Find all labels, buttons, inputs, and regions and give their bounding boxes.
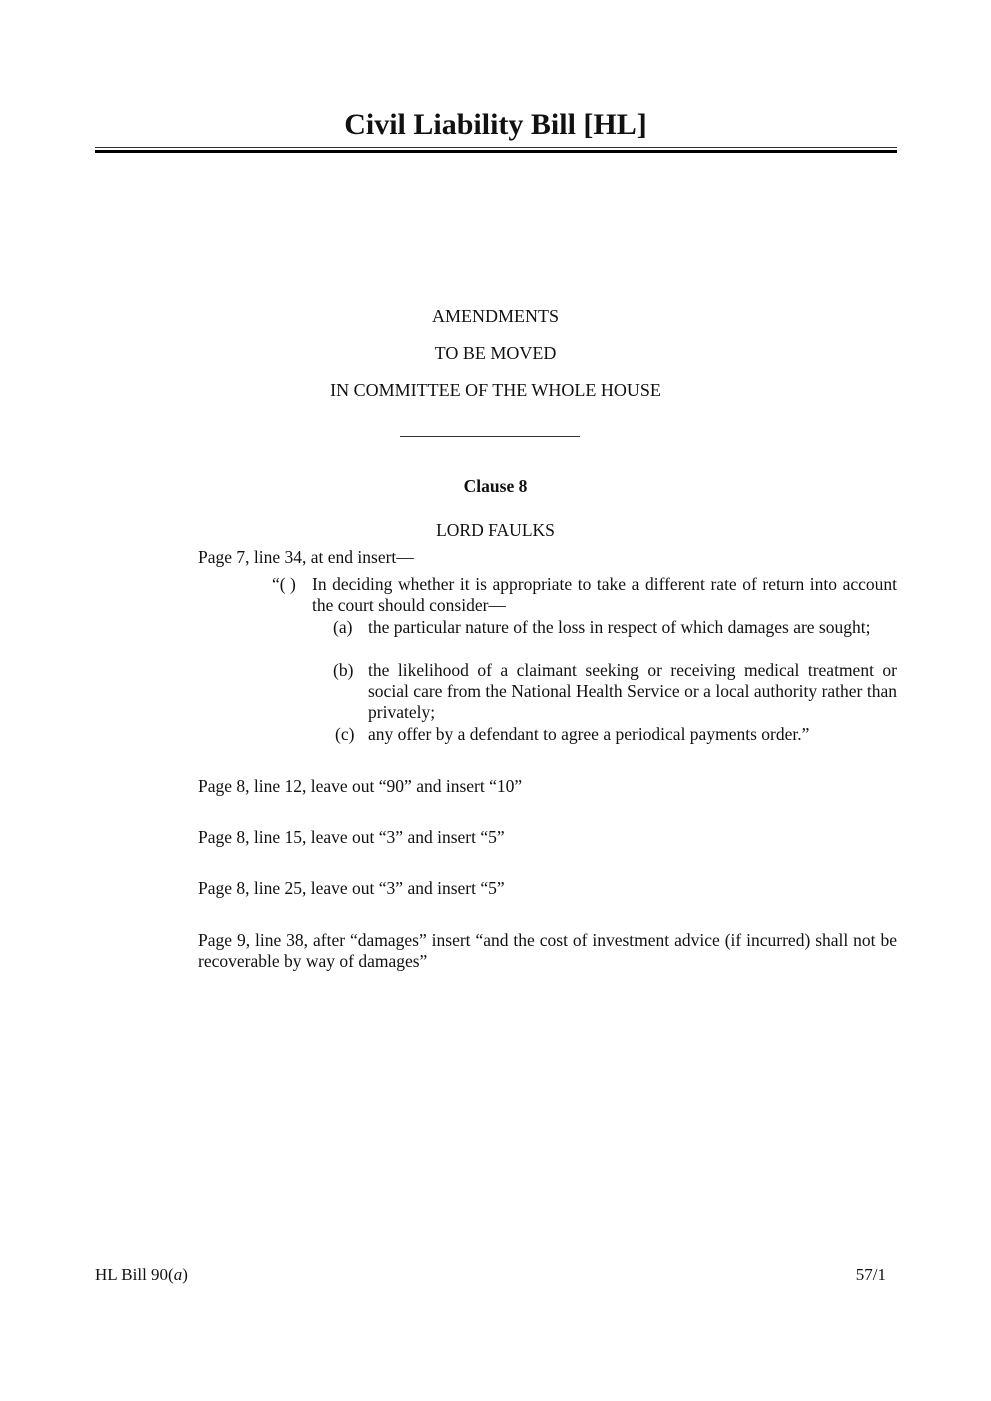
amendment-3: Page 8, line 15, leave out “3” and insert “5” <box>198 827 505 847</box>
subsection-marker: “( ) <box>272 574 296 594</box>
item-label-b: (b) <box>333 660 354 680</box>
heading-committee: IN COMMITTEE OF THE WHOLE HOUSE <box>330 380 661 400</box>
title-rule-thin <box>95 147 897 148</box>
page-reference: 57/1 <box>855 1265 886 1284</box>
subsection-text: In deciding whether it is appropriate to take a different rate of return into account the court should consider— <box>312 574 897 615</box>
amendment-4: Page 8, line 25, leave out “3” and insert “5” <box>198 878 505 898</box>
item-label-a: (a) <box>333 617 353 637</box>
heading-amendments: AMENDMENTS <box>431 306 559 326</box>
clause-heading: Clause 8 <box>463 476 528 496</box>
amendment-5: Page 9, line 38, after “damages” insert “and the cost of investment advice (if incurred) shall not be recoverable by way of damages” <box>198 930 897 971</box>
heading-to-be-moved: TO BE MOVED <box>434 343 557 363</box>
item-text-c: any offer by a defendant to agree a periodical payments order.” <box>368 724 810 744</box>
item-label-c: (c) <box>335 724 355 744</box>
bill-number-close: ) <box>182 1265 188 1284</box>
document-title: Civil Liability Bill [HL] <box>344 108 647 141</box>
item-text-a: the particular nature of the loss in respect of which damages are sought; <box>368 617 871 637</box>
member-name: LORD FAULKS <box>436 520 555 540</box>
bill-number-suffix: a <box>173 1265 183 1284</box>
amendment-2: Page 8, line 12, leave out “90” and insert “10” <box>198 776 523 796</box>
divider <box>400 436 580 437</box>
bill-number <box>95 1265 188 1285</box>
bill-number-text: HL Bill 90( <box>95 1265 174 1284</box>
title-rule-thick <box>95 150 897 153</box>
amendment-intro: Page 7, line 34, at end insert— <box>198 547 414 567</box>
item-text-b: the likelihood of a claimant seeking or receiving medical treatment or social care from the National Health Service or a local authority rather than privately; <box>368 660 897 722</box>
